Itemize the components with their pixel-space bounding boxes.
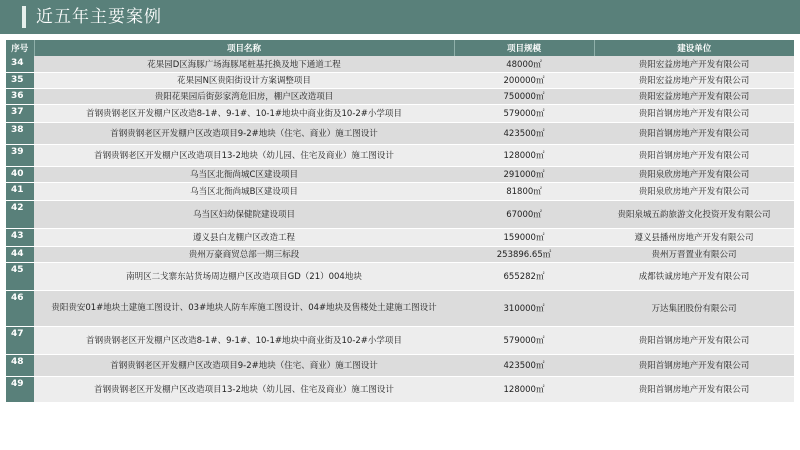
project-scale-cell: 81800㎡ [454,182,594,200]
project-scale-cell: 579000㎡ [454,326,594,354]
project-scale-cell: 310000㎡ [454,290,594,326]
row-number: 39 [6,144,34,166]
project-scale-cell: 750000㎡ [454,88,594,104]
construction-unit-cell: 贵阳泉城五韵旅游文化投资开发有限公司 [594,200,794,228]
construction-unit-cell: 贵阳首钢房地产开发有限公司 [594,144,794,166]
table-row [6,56,794,72]
project-scale-cell: 291000㎡ [454,166,594,182]
project-scale-cell: 67000㎡ [454,200,594,228]
project-scale-cell: 579000㎡ [454,104,594,122]
table-row [6,290,794,326]
project-scale-cell: 159000㎡ [454,228,594,246]
row-number: 38 [6,122,34,144]
table-row [6,122,794,144]
construction-unit-cell: 贵阳首钢房地产开发有限公司 [594,104,794,122]
project-name-cell: 南明区二戈寨东站货场周边棚户区改造项目GD（21）004地块 [34,262,454,290]
project-scale-cell: 655282㎡ [454,262,594,290]
row-number: 49 [6,376,34,402]
table-row [6,166,794,182]
project-name-cell: 首钢贵钢老区开发棚户区改造项目13-2地块（幼儿园、住宅及商业）施工图设计 [34,376,454,402]
project-scale-cell: 128000㎡ [454,376,594,402]
project-name-cell: 首钢贵钢老区开发棚户区改造项目9-2#地块（住宅、商业）施工图设计 [34,122,454,144]
table-row [6,262,794,290]
project-name-cell: 乌当区妇幼保健院建设项目 [34,200,454,228]
construction-unit-cell: 贵阳首钢房地产开发有限公司 [594,326,794,354]
column-header-no: 序号 [6,40,34,56]
table-row [6,88,794,104]
title-bar [0,0,800,34]
row-number: 45 [6,262,34,290]
row-number: 47 [6,326,34,354]
row-number: 34 [6,56,34,72]
project-scale-cell: 423500㎡ [454,122,594,144]
page-title: 近五年主要案例 [36,7,162,27]
row-number: 40 [6,166,34,182]
title-accent [22,6,26,28]
project-name-cell: 贵阳贵安01#地块土建施工图设计、03#地块人防车库施工图设计、04#地块及售楼处土建施工图设计 [34,290,454,326]
column-header-scale: 项目规模 [454,40,594,56]
table-row [6,200,794,228]
construction-unit-cell: 万达集团股份有限公司 [594,290,794,326]
table-row [6,354,794,376]
row-number: 41 [6,182,34,200]
row-number: 42 [6,200,34,228]
table-row [6,72,794,88]
column-header-unit: 建设单位 [594,40,794,56]
project-name-cell: 贵阳花果园后街彭家湾危旧房，棚户区改造项目 [34,88,454,104]
row-number: 37 [6,104,34,122]
project-name-cell: 遵义县白龙棚户区改造工程 [34,228,454,246]
construction-unit-cell: 贵州万晋置业有限公司 [594,246,794,262]
row-number: 48 [6,354,34,376]
table-row [6,246,794,262]
project-scale-cell: 48000㎡ [454,56,594,72]
table-row [6,144,794,166]
construction-unit-cell: 贵阳首钢房地产开发有限公司 [594,354,794,376]
table-row [6,326,794,354]
table-header-row [6,40,794,56]
row-number: 35 [6,72,34,88]
cases-table [6,40,794,403]
project-scale-cell: 128000㎡ [454,144,594,166]
project-scale-cell: 253896.65㎡ [454,246,594,262]
cases-table-wrap [6,40,794,403]
project-name-cell: 首钢贵钢老区开发棚户区改造项目9-2#地块（住宅、商业）施工图设计 [34,354,454,376]
construction-unit-cell: 贵阳宏益房地产开发有限公司 [594,56,794,72]
construction-unit-cell: 成都铁诚房地产开发有限公司 [594,262,794,290]
project-name-cell: 乌当区北衙尚城C区建设项目 [34,166,454,182]
project-name-cell: 花果园N区贵阳街设计方案调整项目 [34,72,454,88]
table-body [6,56,794,402]
project-scale-cell: 200000㎡ [454,72,594,88]
project-name-cell: 花果园D区海豚广场海豚尾桩基托换及地下通道工程 [34,56,454,72]
construction-unit-cell: 贵阳首钢房地产开发有限公司 [594,376,794,402]
construction-unit-cell: 贵阳首钢房地产开发有限公司 [594,122,794,144]
project-name-cell: 首钢贵钢老区开发棚户区改造项目13-2地块（幼儿园、住宅及商业）施工图设计 [34,144,454,166]
project-name-cell: 乌当区北衙尚城B区建设项目 [34,182,454,200]
construction-unit-cell: 遵义县播州房地产开发有限公司 [594,228,794,246]
construction-unit-cell: 贵阳宏益房地产开发有限公司 [594,72,794,88]
project-name-cell: 首钢贵钢老区开发棚户区改造8-1#、9-1#、10-1#地块中商业街及10-2#小学项目 [34,104,454,122]
table-row [6,182,794,200]
row-number: 36 [6,88,34,104]
construction-unit-cell: 贵阳泉欣房地产开发有限公司 [594,182,794,200]
project-name-cell: 首钢贵钢老区开发棚户区改造8-1#、9-1#、10-1#地块中商业街及10-2#小学项目 [34,326,454,354]
row-number: 46 [6,290,34,326]
row-number: 43 [6,228,34,246]
column-header-name: 项目名称 [34,40,454,56]
row-number: 44 [6,246,34,262]
project-scale-cell: 423500㎡ [454,354,594,376]
table-row [6,104,794,122]
project-name-cell: 贵州万豪商贸总部一期三标段 [34,246,454,262]
construction-unit-cell: 贵阳宏益房地产开发有限公司 [594,88,794,104]
table-row [6,228,794,246]
table-row [6,376,794,402]
construction-unit-cell: 贵阳泉欣房地产开发有限公司 [594,166,794,182]
